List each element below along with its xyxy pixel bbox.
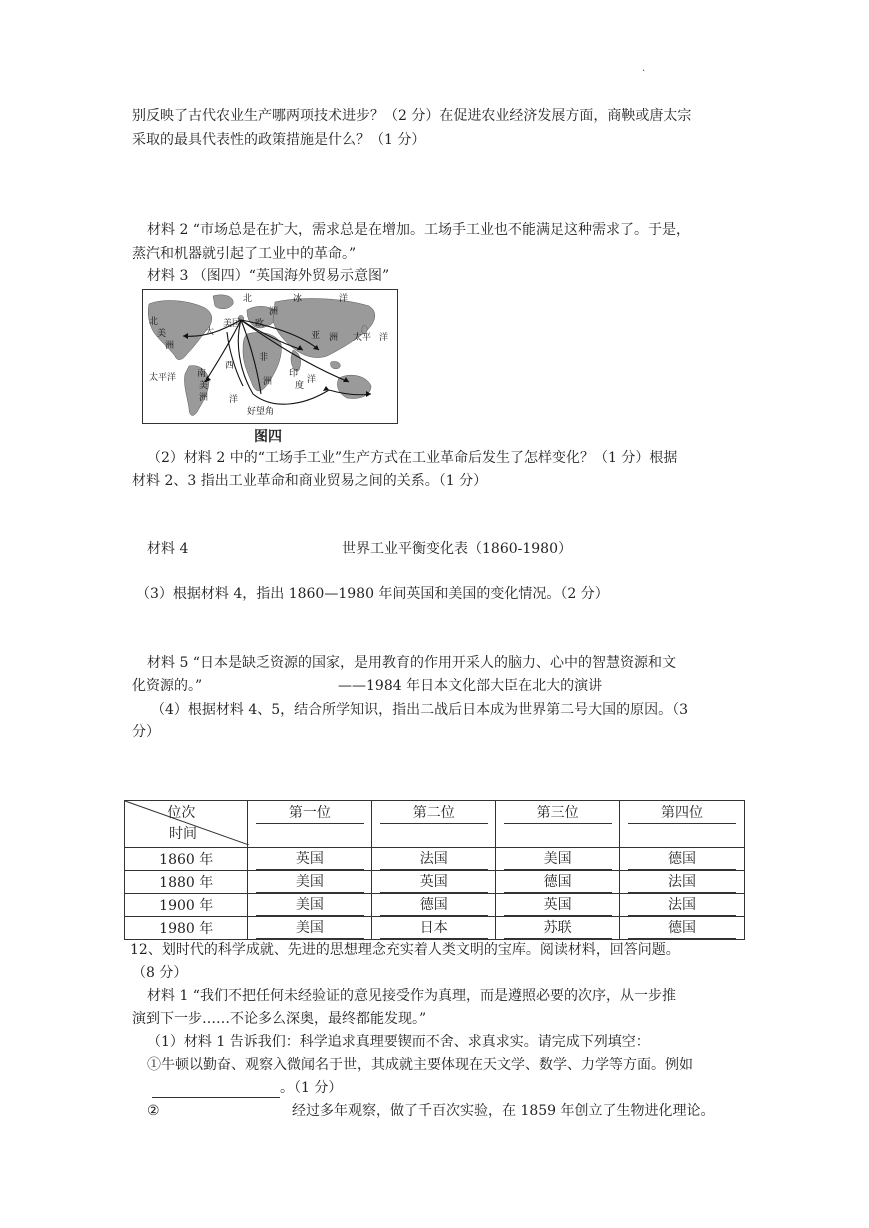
question-2-line-1: （2）材料 2 中的“工场手工业”生产方式在工业革命后发生了怎样变化？（1 分）根据: [147, 450, 678, 466]
map-label: 洲: [199, 393, 209, 403]
answer-blank[interactable]: [152, 1081, 280, 1098]
question-12-line-2: （8 分）: [132, 965, 188, 981]
map-label: 洲: [329, 333, 339, 343]
corner-rank-label: 位次: [167, 805, 196, 821]
map-label: 西: [225, 361, 235, 371]
page-mark: ·: [642, 66, 646, 77]
cell-value: 英国: [504, 895, 612, 916]
table-header-cell: [496, 801, 620, 848]
world-map-illustration: [143, 290, 397, 423]
figure-caption: 图四: [254, 429, 282, 445]
cell-value: 英国: [380, 872, 488, 893]
q1-line-2: 采取的最具代表性的政策措施是什么？（1 分）: [132, 132, 426, 148]
q12-material-1-line-2: 演到下一步……不论多么深奥，最终都能发现。”: [132, 1011, 427, 1027]
table-corner-cell: [125, 801, 248, 848]
corner-time-label: 时间: [169, 826, 197, 842]
map-label: 度: [295, 381, 305, 391]
map-label: 北: [243, 294, 253, 304]
map-label: 洋: [379, 333, 389, 343]
map-label: 好望角: [247, 407, 275, 417]
map-label: 冰: [293, 294, 303, 304]
material-5-line-1: 材料 5 “日本是缺乏资源的国家，是用教育的作用开采人的脑力、心中的智慧资源和文: [147, 655, 676, 671]
q12-item-2-mark: ②: [147, 1103, 160, 1119]
material-3-title: 材料 3 （图四）“英国海外贸易示意图”: [147, 268, 390, 284]
table-header-row: [125, 801, 745, 848]
question-4-line-1: （4）根据材料 4、5，结合所学知识，指出二战后日本成为世界第二号大国的原因。（3: [151, 702, 689, 718]
q12-material-1-line-1: 材料 1 “我们不把任何未经验证的意见接受作为真理，而是遵照必要的次序，从一步推: [147, 988, 676, 1004]
year-cell: 1860 年: [125, 848, 248, 871]
table-header-cell: [248, 801, 372, 848]
map-label: 美: [157, 329, 167, 339]
table-cell: [372, 894, 496, 917]
table-row: [125, 917, 745, 940]
map-label: 洋: [307, 375, 317, 385]
table-cell: [248, 917, 372, 940]
table-cell: [620, 848, 745, 871]
year-cell: 1880 年: [125, 871, 248, 894]
trade-map: [142, 289, 398, 424]
cell-value: 美国: [256, 872, 364, 893]
question-3: （3）根据材料 4，指出 1860—1980 年间英国和美国的变化情况。（2 分）: [136, 586, 609, 602]
q12-item-1-line-1: ①牛顿以勤奋、观察入微闻名于世，其成就主要体现在天文学、数学、力学等方面。例如: [147, 1057, 693, 1073]
q1-line-1: 别反映了古代农业生产哪两项技术进步？（2 分）在促进农业经济发展方面，商鞅或唐太宗: [132, 108, 692, 124]
material-5-source: ——1984 年日本文化部大臣在北大的演讲: [338, 678, 603, 694]
table-cell: [248, 894, 372, 917]
map-label: 美国: [223, 319, 242, 329]
material-2-line-1: 材料 2 “市场总是在扩大，需求总是在增加。工场手工业也不能满足这种需求了。于是，: [147, 222, 690, 238]
table-cell: [372, 917, 496, 940]
map-label: 洋: [339, 294, 349, 304]
header-label: 第三位: [504, 803, 612, 824]
header-label: 第一位: [256, 803, 364, 824]
table-cell: [620, 871, 745, 894]
table-cell: [248, 848, 372, 871]
table-header-cell: [620, 801, 745, 848]
cell-value: 美国: [256, 895, 364, 916]
material-2-line-2: 蒸汽和机器就引起了工业中的革命。”: [132, 246, 357, 262]
cell-value: 德国: [628, 849, 736, 870]
header-label: 第四位: [628, 803, 736, 824]
q12-item-1-line-2: [152, 1078, 342, 1098]
cell-value: 英国: [256, 849, 364, 870]
material-5-line-2: 化资源的。”: [132, 678, 203, 694]
map-label: 太平: [353, 333, 372, 343]
table-cell: [496, 917, 620, 940]
question-4-line-2: 分）: [132, 724, 160, 740]
cell-value: 日本: [380, 918, 488, 939]
material-4-title: 世界工业平衡变化表（1860-1980）: [342, 541, 572, 557]
q12-item-2-text: 经过多年观察，做了千百次实验，在 1859 年创立了生物进化理论。: [292, 1103, 715, 1119]
table-cell: [496, 848, 620, 871]
table-row: [125, 871, 745, 894]
table-cell: [496, 894, 620, 917]
table-cell: [372, 848, 496, 871]
question-12-line-1: 12、划时代的科学成就、先进的思想理念充实着人类文明的宝库。阅读材料，回答问题。: [130, 942, 680, 958]
table-row: [125, 848, 745, 871]
year-cell: 1980 年: [125, 917, 248, 940]
cell-value: 苏联: [504, 918, 612, 939]
table-row: [125, 894, 745, 917]
item-1-tail: 。（1 分）: [280, 1080, 343, 1096]
header-label: 第二位: [380, 803, 488, 824]
map-label: 南: [197, 369, 207, 379]
cell-value: 法国: [628, 895, 736, 916]
table-cell: [248, 871, 372, 894]
cell-value: 美国: [256, 918, 364, 939]
table-cell: [620, 894, 745, 917]
cell-value: 法国: [628, 872, 736, 893]
material-4-label: 材料 4: [147, 541, 189, 557]
map-label: 洲: [269, 307, 279, 317]
cell-value: 德国: [504, 872, 612, 893]
map-label: 印: [289, 369, 299, 379]
map-label: 太平洋: [149, 373, 177, 383]
cell-value: 德国: [628, 918, 736, 939]
map-label: 非: [259, 353, 269, 363]
cell-value: 法国: [380, 849, 488, 870]
table-cell: [496, 871, 620, 894]
map-label: 北: [149, 317, 159, 327]
table-cell: [620, 917, 745, 940]
map-label: 欧: [255, 319, 265, 329]
question-2-line-2: 材料 2、3 指出工业革命和商业贸易之间的关系。（1 分）: [132, 473, 488, 489]
table-cell: [372, 871, 496, 894]
map-label: 美: [199, 381, 209, 391]
cell-value: 美国: [504, 849, 612, 870]
q12-sub-question-1: （1）材料 1 告诉我们：科学追求真理要锲而不舍、求真求实。请完成下列填空：: [147, 1034, 650, 1050]
map-label: 大: [205, 327, 215, 337]
industry-ranking-table: [124, 800, 745, 940]
map-label: 洋: [229, 395, 239, 405]
cell-value: 德国: [380, 895, 488, 916]
map-label: 洲: [165, 341, 175, 351]
map-label: 洲: [263, 377, 273, 387]
year-cell: 1900 年: [125, 894, 248, 917]
table-header-cell: [372, 801, 496, 848]
map-label: 亚: [311, 331, 321, 341]
